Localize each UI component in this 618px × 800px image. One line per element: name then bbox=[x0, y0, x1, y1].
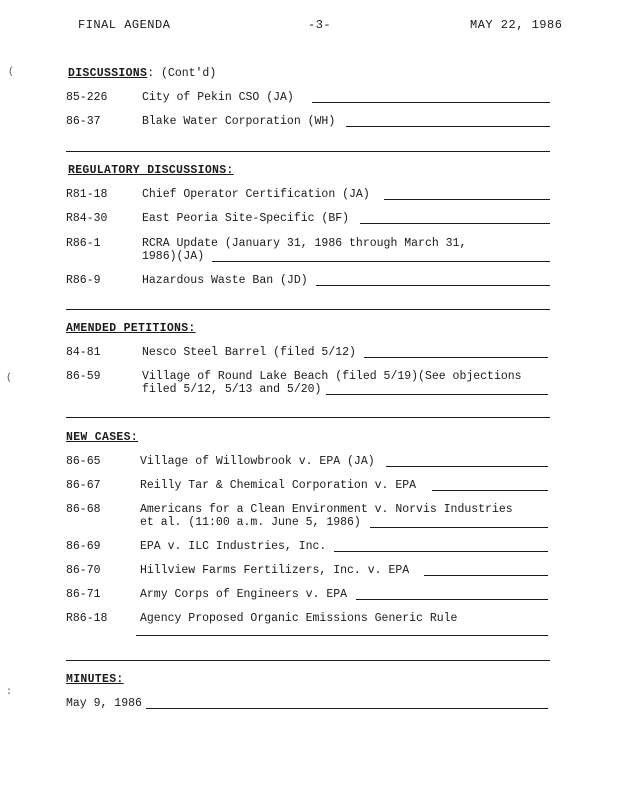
item-text-continued: filed 5/12, 5/13 and 5/20) bbox=[142, 383, 322, 396]
item-text: Hazardous Waste Ban (JD) bbox=[142, 274, 308, 287]
section-heading-regulatory: REGULATORY DISCUSSIONS: bbox=[68, 164, 234, 177]
item-number: 86-70 bbox=[66, 564, 101, 577]
discussions-suffix: : (Cont'd) bbox=[147, 67, 217, 80]
item-text: East Peoria Site-Specific (BF) bbox=[142, 212, 350, 225]
blank-line bbox=[212, 261, 550, 262]
margin-mark: ( bbox=[8, 67, 15, 78]
item-number: 85-226 bbox=[66, 91, 108, 104]
item-text: Americans for a Clean Environment v. Norvis Industries bbox=[140, 503, 513, 516]
blank-line bbox=[356, 599, 548, 600]
margin-mark: : bbox=[6, 687, 13, 698]
header-date: MAY 22, 1986 bbox=[470, 18, 563, 32]
item-number: R81-18 bbox=[66, 188, 108, 201]
margin-mark: ( bbox=[6, 373, 13, 384]
item-number: 86-69 bbox=[66, 540, 101, 553]
section-separator bbox=[66, 151, 550, 152]
blank-line bbox=[316, 285, 550, 286]
blank-line bbox=[312, 102, 550, 103]
item-text: Chief Operator Certification (JA) bbox=[142, 188, 370, 201]
blank-line bbox=[136, 635, 548, 636]
discussions-title: DISCUSSIONS bbox=[68, 67, 148, 80]
section-separator bbox=[66, 309, 550, 310]
item-text: Village of Round Lake Beach (filed 5/19)(See objections bbox=[142, 370, 522, 383]
blank-line bbox=[146, 708, 548, 709]
item-number: 86-71 bbox=[66, 588, 101, 601]
blank-line bbox=[346, 126, 550, 127]
item-text: Village of Willowbrook v. EPA (JA) bbox=[140, 455, 375, 468]
item-text: Agency Proposed Organic Emissions Generic Rule bbox=[140, 612, 458, 625]
blank-line bbox=[432, 490, 548, 491]
item-text: May 9, 1986 bbox=[66, 697, 142, 710]
blank-line bbox=[360, 223, 550, 224]
blank-line bbox=[370, 527, 548, 528]
item-text: Reilly Tar & Chemical Corporation v. EPA bbox=[140, 479, 417, 492]
item-number: 86-59 bbox=[66, 370, 101, 383]
item-number: 84-81 bbox=[66, 346, 101, 359]
item-text: Hillview Farms Fertilizers, Inc. v. EPA bbox=[140, 564, 410, 577]
item-text: EPA v. ILC Industries, Inc. bbox=[140, 540, 327, 553]
item-number: R84-30 bbox=[66, 212, 108, 225]
item-text: Army Corps of Engineers v. EPA bbox=[140, 588, 348, 601]
blank-line bbox=[386, 466, 548, 467]
header-title: FINAL AGENDA bbox=[78, 18, 171, 32]
item-number: R86-18 bbox=[66, 612, 108, 625]
item-number: 86-37 bbox=[66, 115, 101, 128]
section-heading-discussions bbox=[68, 67, 216, 81]
blank-line bbox=[424, 575, 548, 576]
blank-line bbox=[364, 357, 548, 358]
item-text: RCRA Update (January 31, 1986 through March 31, bbox=[142, 237, 467, 250]
blank-line bbox=[384, 199, 550, 200]
blank-line bbox=[326, 394, 548, 395]
item-number: R86-1 bbox=[66, 237, 101, 250]
page-number: -3- bbox=[308, 18, 332, 32]
item-number: 86-68 bbox=[66, 503, 101, 516]
blank-line bbox=[334, 551, 548, 552]
section-heading-new-cases: NEW CASES: bbox=[66, 431, 139, 444]
item-text: Nesco Steel Barrel (filed 5/12) bbox=[142, 346, 356, 359]
section-separator bbox=[66, 417, 550, 418]
item-text-continued: 1986)(JA) bbox=[142, 250, 205, 263]
item-number: 86-67 bbox=[66, 479, 101, 492]
section-heading-amended: AMENDED PETITIONS: bbox=[66, 322, 196, 335]
item-number: R86-9 bbox=[66, 274, 101, 287]
section-heading-minutes: MINUTES: bbox=[66, 673, 124, 686]
item-number: 86-65 bbox=[66, 455, 101, 468]
item-text-continued: et al. (11:00 a.m. June 5, 1986) bbox=[140, 516, 361, 529]
item-text: City of Pekin CSO (JA) bbox=[142, 91, 294, 104]
item-text: Blake Water Corporation (WH) bbox=[142, 115, 336, 128]
section-separator bbox=[66, 660, 550, 661]
